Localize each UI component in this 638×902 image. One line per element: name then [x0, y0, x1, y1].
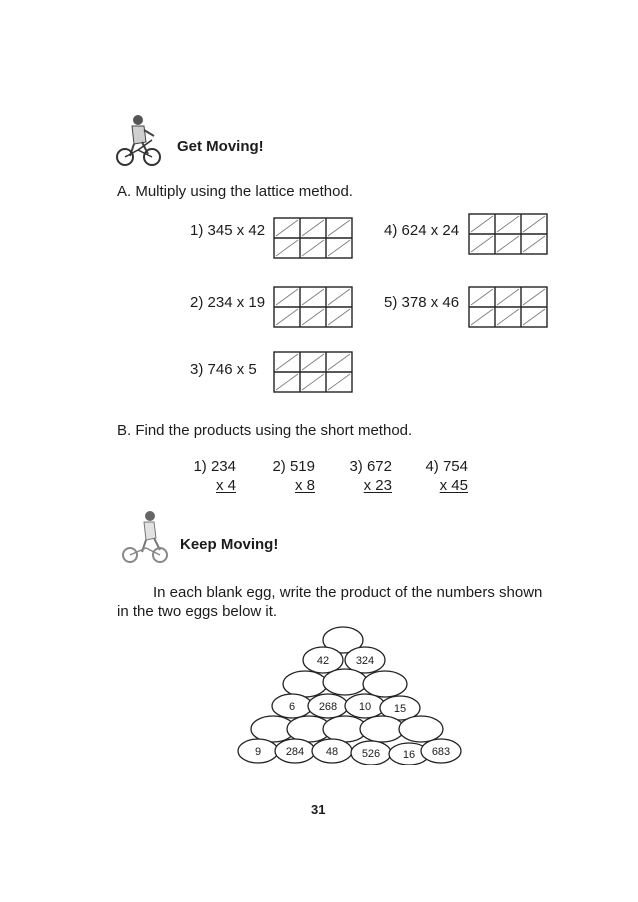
lattice-diagonal: [471, 309, 493, 325]
egg-value: 10: [358, 701, 372, 713]
problem-number: 3): [190, 361, 204, 378]
egg-value: 683: [431, 746, 451, 758]
egg-blank[interactable]: [360, 716, 404, 742]
instruction-text: [117, 583, 557, 621]
egg-value: 284: [285, 746, 305, 758]
problem-number: 5): [384, 294, 398, 311]
problem-expression: 234 x 19: [207, 294, 266, 311]
problem-number: 2): [190, 294, 204, 311]
lattice-grid-1[interactable]: [273, 217, 353, 259]
lattice-diagonal: [523, 236, 545, 252]
lattice-grid-4[interactable]: [468, 213, 548, 255]
problem-number: 1): [190, 222, 204, 239]
egg-value: 6: [288, 701, 296, 713]
lattice-diagonal: [328, 374, 350, 390]
problem-expression: 345 x 42: [207, 222, 266, 239]
egg-value: 9: [254, 746, 262, 758]
lattice-diagonal: [497, 309, 519, 325]
short-problem-bottom: x 23: [363, 477, 392, 494]
lattice-diagonal: [497, 236, 519, 252]
lattice-diagonal: [523, 289, 545, 305]
bicycle-child-icon: [118, 508, 172, 566]
lattice-diagonal: [276, 220, 298, 236]
lattice-diagonal: [328, 240, 350, 256]
section-title-keep-moving: Keep Moving!: [180, 536, 279, 553]
problem-expression: 624 x 24: [401, 222, 460, 239]
lattice-grid-5[interactable]: [468, 286, 548, 328]
egg-value: 526: [361, 748, 381, 760]
short-problem-4: [423, 457, 468, 495]
egg-blank[interactable]: [363, 671, 407, 697]
lattice-diagonal: [328, 220, 350, 236]
short-problem-2: [268, 457, 315, 495]
short-problem-top: 4) 754: [425, 458, 468, 475]
lattice-diagonal: [328, 354, 350, 370]
short-problem-top: 1) 234: [193, 458, 236, 475]
lattice-grid-2[interactable]: [273, 286, 353, 328]
lattice-diagonal: [497, 289, 519, 305]
lattice-diagonal: [302, 309, 324, 325]
short-problem-top: 2) 519: [272, 458, 315, 475]
lattice-diagonal: [328, 309, 350, 325]
part-b-heading: B. Find the products using the short method.: [117, 422, 413, 439]
lattice-diagonal: [302, 240, 324, 256]
instruction-line-2: in the two eggs below it.: [117, 603, 278, 620]
lattice-diagonal: [328, 289, 350, 305]
egg-blank[interactable]: [323, 669, 367, 695]
lattice-diagonal: [497, 216, 519, 232]
problem-expression: 378 x 46: [401, 294, 460, 311]
instruction-line-1: In each blank egg, write the product of the numbers shown: [153, 584, 543, 601]
section-title-get-moving: Get Moving!: [177, 138, 264, 155]
part-a-heading: A. Multiply using the lattice method.: [117, 183, 353, 200]
short-problem-bottom: x 45: [439, 477, 468, 494]
lattice-diagonal: [302, 354, 324, 370]
egg-value: 268: [318, 701, 338, 713]
egg-value: 324: [355, 655, 375, 667]
lattice-diagonal: [523, 216, 545, 232]
lattice-diagonal: [302, 289, 324, 305]
short-problem-bottom: x 4: [215, 477, 236, 494]
lattice-problem-1: [190, 222, 265, 239]
short-problem-3: [345, 457, 392, 495]
lattice-problem-2: [190, 294, 265, 311]
lattice-diagonal: [302, 220, 324, 236]
lattice-diagonal: [276, 240, 298, 256]
problem-number: 4): [384, 222, 398, 239]
egg-value: 42: [316, 655, 330, 667]
egg-value: 15: [393, 703, 407, 715]
lattice-diagonal: [276, 354, 298, 370]
lattice-diagonal: [276, 289, 298, 305]
lattice-diagonal: [302, 374, 324, 390]
problem-expression: 746 x 5: [207, 361, 257, 378]
egg-value: 16: [402, 749, 416, 761]
page-number: 31: [311, 802, 326, 817]
lattice-diagonal: [471, 236, 493, 252]
egg-blank[interactable]: [399, 716, 443, 742]
lattice-grid-3[interactable]: [273, 351, 353, 393]
lattice-diagonal: [276, 374, 298, 390]
short-problem-1: [190, 457, 236, 495]
lattice-diagonal: [471, 289, 493, 305]
egg-value: 48: [325, 746, 339, 758]
egg-blank[interactable]: [283, 671, 327, 697]
short-problem-top: 3) 672: [349, 458, 392, 475]
short-problem-bottom: x 8: [294, 477, 315, 494]
lattice-problem-4: [384, 222, 459, 239]
lattice-problem-3: [190, 361, 257, 378]
lattice-diagonal: [523, 309, 545, 325]
bicycle-child-icon: [112, 112, 162, 168]
egg-pyramid: [225, 625, 465, 765]
lattice-diagonal: [471, 216, 493, 232]
lattice-diagonal: [276, 309, 298, 325]
lattice-problem-5: [384, 294, 459, 311]
